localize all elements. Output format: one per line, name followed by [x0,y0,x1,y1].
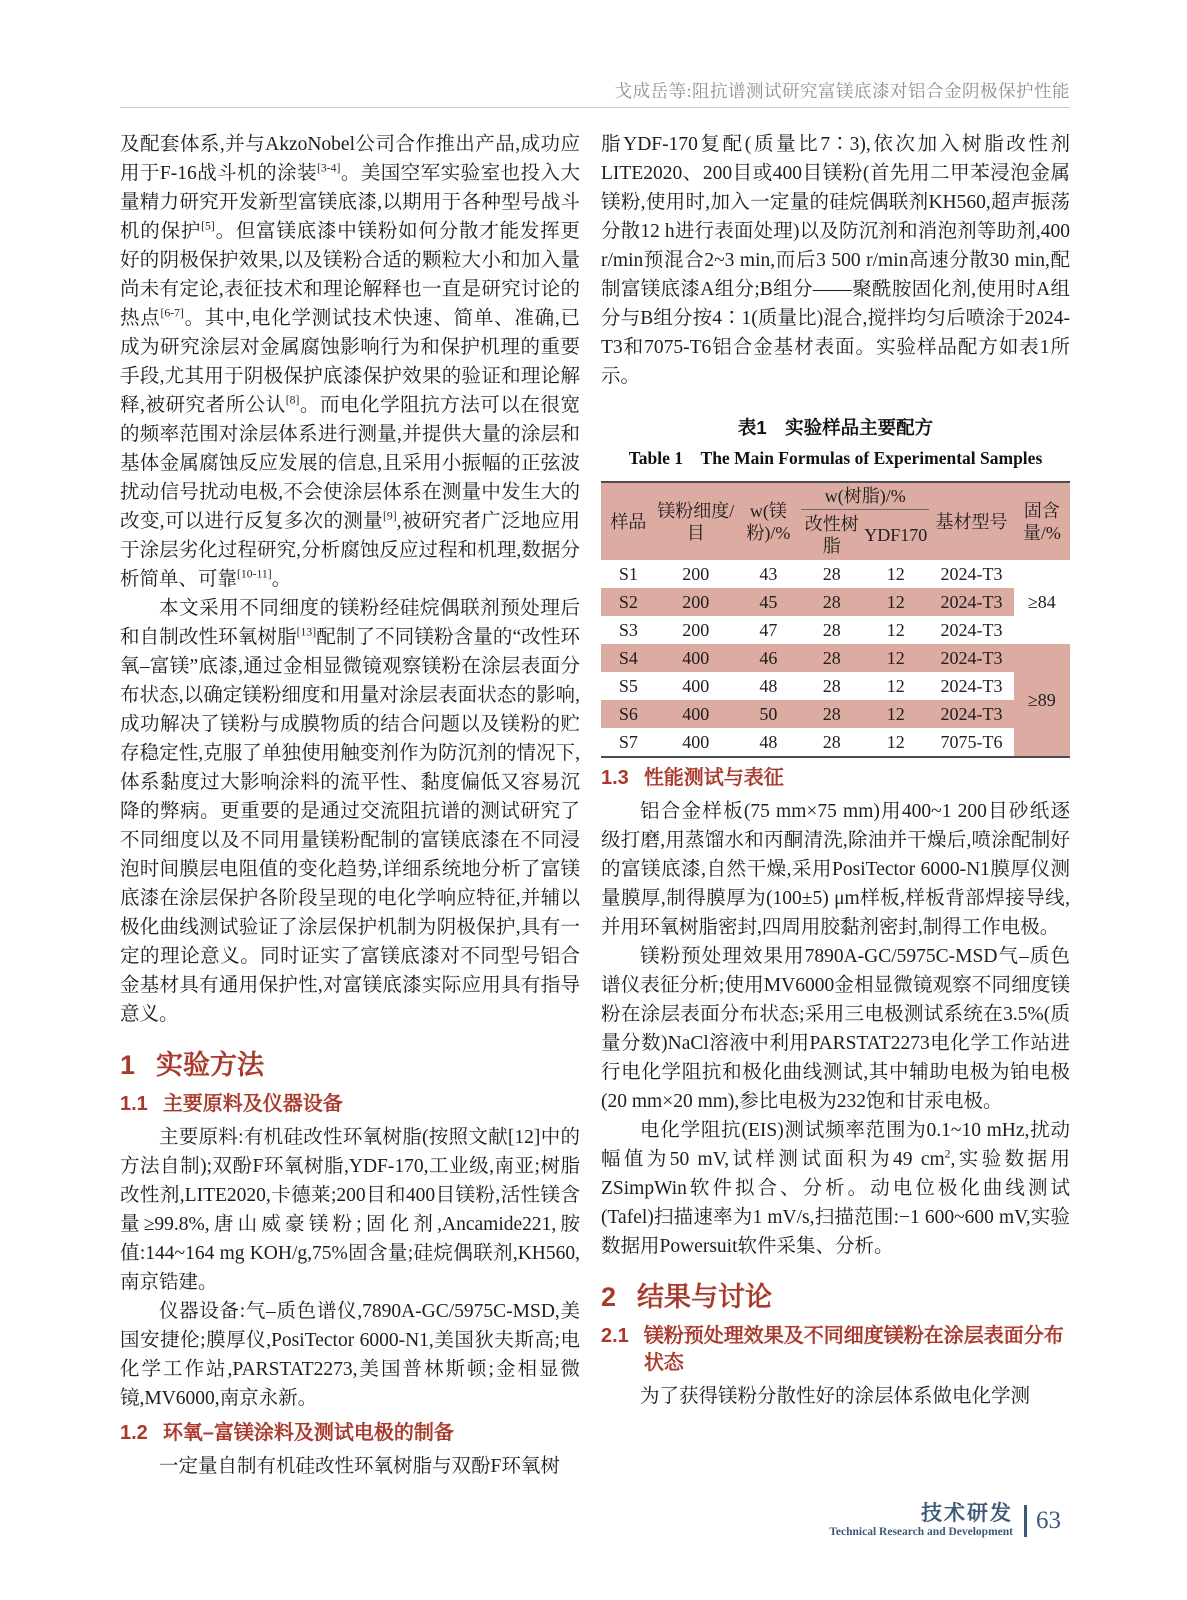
paragraph-eis-settings [601,1116,1070,1261]
table-cell-mg: 46 [736,644,802,672]
section-1-2-number: 1.2 [120,1422,148,1444]
table-row [601,588,1070,616]
paragraph-preparation-cont: 脂YDF-170复配(质量比7∶3),依次加入树脂改性剂LITE2020、200目或400目镁粉(首先用二甲苯浸泡金属镁粉,使用时,加入一定量的硅烷偶联剂KH560,超声振荡分散12 h进行表面处理)以及防沉剂和消泡剂等助剂,400 r/min预混合2~3 min,而后3 500 r/min高速分散30 min,配制富镁底漆A组分;B组分——聚酰胺固化剂,使用时A组分与B组分按4∶1(质量比)混合,搅拌均匀后喷涂于2024-T3和7075-T6铝合金基材表面。实验样品配方如表1所示。 [601,134,1070,387]
table-cell-substrate: 7075-T6 [940,732,1003,752]
text-run: 。其中,电化学测试技术快速、简单、准确,已成为研究涂层对金属腐蚀影响行为和保护机理的重要手段,尤其用于阴极保护底漆保护效果的验证和理论解释,被研究者所公认 [120,308,580,416]
table-1-title-en: Table 1 The Main Formulas of Experimental Samples [628,448,1043,468]
section-1-heading [120,1048,580,1082]
table-cell-sample: S7 [618,732,638,752]
section-2-1-title: 镁粉预处理效果及不同细度镁粉在涂层表面分布状态 [643,1325,1064,1374]
header-rule [120,107,1070,108]
footer-divider-bar [1024,1505,1027,1537]
col-header-resin-group: w(树脂)/% [801,482,929,510]
section-2-1-heading [601,1323,1070,1377]
section-1-3-title: 性能测试与表征 [643,767,784,789]
table-cell-ydf: 12 [886,620,905,640]
table-row [601,700,1070,728]
table-row [601,560,1070,588]
paragraph-instruments: 仪器设备:气–质色谱仪,7890A-GC/5975C-MSD,美国安捷伦;膜厚仪,PosiTector 6000-N1,美国狄夫斯高;电化学工作站,PARSTAT2273,美国普林斯顿;金相显微镜,MV6000,南京永新。 [120,1301,580,1409]
section-1-3-number: 1.3 [601,767,629,789]
text-run: 配制了不同镁粉含量的“改性环氧–富镁”底漆,通过金相显微镜观察镁粉在涂层表面分布状态,以确定镁粉细度和用量对涂层表面状态的影响,成功解决了镁粉与成膜物质的结合问题以及镁粉的贮存稳定性,克服了单独使用触变剂作为防沉剂的情况下,体系黏度过大影响涂料的流平性、黏度偏低又容易沉降的弊病。更重要的是通过交流阻抗谱的测试研究了不同细度以及不同用量镁粉配制的富镁底漆在不同浸泡时间膜层电阻值的变化趋势,详细系统地分析了富镁底漆在涂层保护各阶段呈现的电化学响应特征,并辅以极化曲线测试验证了涂层保护机制为阴极保护,具有一定的理论意义。同时证实了富镁底漆对不同型号铝合金基材具有通用保护性,对富镁底漆实际应用具有指导意义。 [120,627,580,1025]
table-cell-mg: 48 [759,732,778,752]
footer-section-en: Technical Research and Development [829,1526,1013,1538]
table-body [601,560,1070,757]
table-cell-mg: 48 [759,676,778,696]
table-cell-mg: 50 [736,700,802,728]
citation-superscript: 2 [944,1147,951,1161]
table-cell-fineness: 200 [682,620,710,640]
table-row [601,672,1070,700]
table-1-formulas [601,481,1070,758]
table-cell-fineness: 400 [656,644,736,672]
table-row [601,728,1070,757]
text-run: 及配套体系,并与AkzoNobel公司合作推出产品,成功应用于F-16战斗机的涂装 [120,134,580,184]
col-header-mg-content: w(镁粉)/% [736,482,802,560]
right-column [601,130,1070,1411]
citation-superscript: [3-4] [317,161,341,175]
table-header [601,482,1070,560]
table-cell-mg: 45 [736,588,802,616]
footer-section-labels [829,1503,1013,1539]
table-cell-sample: S2 [601,588,656,616]
table-cell-ydf: 12 [862,588,929,616]
table-cell-substrate: 2024-T3 [940,620,1003,640]
table-cell-fineness: 400 [682,676,710,696]
col-header-sample: 样品 [601,482,656,560]
table-row [601,616,1070,644]
text-run: 本文采用不同细度的镁粉经硅烷偶联剂预处理后和自制改性环氧树脂 [120,598,580,648]
paragraph-materials: 主要原料:有机硅改性环氧树脂(按照文献[12]中的方法自制);双酚F环氧树脂,YDF-170,工业级,南亚;树脂改性剂,LITE2020,卡德莱;200目和400目镁粉,活性镁含量≥99.8%,唐山威豪镁粉;固化剂,Ancamide221,胺值:144~164 mg KOH/g,75%固含量;硅烷偶联剂,KH560,南京锆建。 [120,1127,580,1293]
table-cell-sample: S6 [601,700,656,728]
section-1-1-title: 主要原料及仪器设备 [162,1093,343,1115]
table-cell-fineness: 400 [656,700,736,728]
table-cell-substrate: 2024-T3 [929,644,1013,672]
table-cell-sample: S3 [618,620,638,640]
table-cell-fineness: 400 [682,732,710,752]
table-cell-solid-content: ≥84 [1027,592,1056,612]
table-cell-mod: 28 [801,700,862,728]
table-cell-ydf: 12 [886,676,905,696]
footer-section-cn: 技术研发 [921,1502,1013,1525]
citation-superscript: [13] [296,625,317,639]
text-run: ,实验数据用ZSimpWin软件拟合、分析。动电位极化曲线测试(Tafel)扫描速率为1 mV/s,扫描范围:−1 600~600 mV,实验数据用Powersuit软件采集、分析。 [601,1149,1070,1257]
citation-superscript: [5] [201,219,215,233]
section-2-number: 2 [601,1282,617,1312]
table-cell-sample: S1 [618,564,638,584]
section-1-1-number: 1.1 [120,1093,148,1115]
table-cell-substrate: 2024-T3 [940,564,1003,584]
text-run: 电化学阻抗(EIS)测试频率范围为0.1~10 mHz,扰动幅值为50 mV,试样测试面积为49 cm [601,1120,1070,1170]
table-cell-sample: S5 [618,676,638,696]
paragraph-sample-prep: 铝合金样板(75 mm×75 mm)用400~1 200目砂纸逐级打磨,用蒸馏水和丙酮清洗,除油并干燥后,喷涂配制好的富镁底漆,自然干燥,采用PosiTector 6000-N1膜厚仪测量膜厚,制得膜厚为(100±5) μm样板,样板背部焊接导线,并用环氧树脂密封,四周用胶黏剂密封,制得工作电极。 [601,801,1070,938]
col-header-fineness: 镁粉细度/目 [656,482,736,560]
table-cell-mod: 28 [822,732,841,752]
section-1-2-heading [120,1420,580,1447]
col-header-solid-content: 固含量/% [1014,482,1070,560]
col-header-substrate: 基材型号 [929,482,1013,560]
running-header: 戈成岳等:阻抗谱测试研究富镁底漆对铝合金阴极保护性能 [614,81,1070,101]
table-cell-ydf: 12 [862,644,929,672]
paragraph-intro-2 [120,594,580,1029]
table-cell-substrate: 2024-T3 [929,588,1013,616]
section-1-3-heading [601,765,1070,792]
paragraph-results-start: 为了获得镁粉分散性好的涂层体系做电化学测 [640,1386,1031,1407]
table-cell-fineness: 200 [682,564,710,584]
table-cell-solid-content: ≥89 [1014,644,1070,757]
page-number: 63 [1036,1507,1061,1534]
table-row [601,644,1070,672]
section-1-1-heading [120,1091,580,1118]
paragraph-intro-1 [120,130,580,594]
section-2-heading [601,1280,1070,1314]
paragraph-characterization: 镁粉预处理效果用7890A-GC/5975C-MSD气–质色谱仪表征分析;使用MV6000金相显微镜观察不同细度镁粉在涂层表面分布状态;采用三电极测试系统在3.5%(质量分数)NaCl溶液中利用PARSTAT2273电化学工作站进行电化学阻抗和极化曲线测试,其中辅助电极为铂电极(20 mm×20 mm),参比电极为232饱和甘汞电极。 [601,946,1070,1112]
table-1-title-cn: 表1 实验样品主要配方 [737,417,934,438]
paragraph-preparation-start: 一定量自制有机硅改性环氧树脂与双酚F环氧树 [159,1456,560,1477]
citation-superscript: [9] [383,509,397,523]
left-column [120,130,580,1481]
table-cell-mg: 47 [759,620,778,640]
section-1-title: 实验方法 [156,1050,265,1080]
table-cell-substrate: 2024-T3 [929,700,1013,728]
citation-superscript: [6-7] [160,306,184,320]
col-header-modified-resin: 改性树脂 [801,510,862,561]
table-cell-fineness: 200 [656,588,736,616]
section-2-1-number: 2.1 [601,1325,629,1347]
table-cell-ydf: 12 [886,732,905,752]
table-cell-ydf: 12 [886,564,905,584]
text-run: 。但富镁底漆中镁粉如何分散才能发挥更好的阴极保护效果,以及镁粉合适的颗粒大小和加入量尚未有定论,表征技术和理论解释也一直是研究讨论的热点 [120,221,580,329]
table-cell-substrate: 2024-T3 [940,676,1003,696]
table-cell-mod: 28 [801,644,862,672]
citation-superscript: [8] [285,393,300,407]
citation-superscript: [10-11] [237,567,272,581]
page-footer [829,1503,1061,1539]
table-cell-mod: 28 [822,620,841,640]
table-cell-mod: 28 [822,676,841,696]
section-2-title: 结果与讨论 [637,1282,773,1312]
table-cell-mod: 28 [822,564,841,584]
text-run: 。 [271,569,292,590]
table-cell-ydf: 12 [862,700,929,728]
section-1-number: 1 [120,1050,136,1080]
text-run: ,被研究者广泛地应用于涂层劣化过程研究,分析腐蚀反应过程和机理,数据分析简单、可靠 [120,511,580,590]
table-cell-mod: 28 [801,588,862,616]
col-header-ydf170: YDF170 [862,510,929,561]
table-cell-mg: 43 [759,564,778,584]
section-1-2-title: 环氧–富镁涂料及测试电极的制备 [162,1422,454,1444]
text-run: 。而电化学阻抗方法可以在很宽的频率范围对涂层体系进行测量,并提供大量的涂层和基体金属腐蚀反应发展的信息,且采用小振幅的正弦波扰动信号扰动电极,不会使涂层体系在测量中发生大的改变,可以进行反复多次的测量 [120,395,580,532]
text-run: 。美国空军实验室也投入大量精力研究开发新型富镁底漆,以期用于各种型号战斗机的保护 [120,163,580,242]
table-cell-sample: S4 [601,644,656,672]
